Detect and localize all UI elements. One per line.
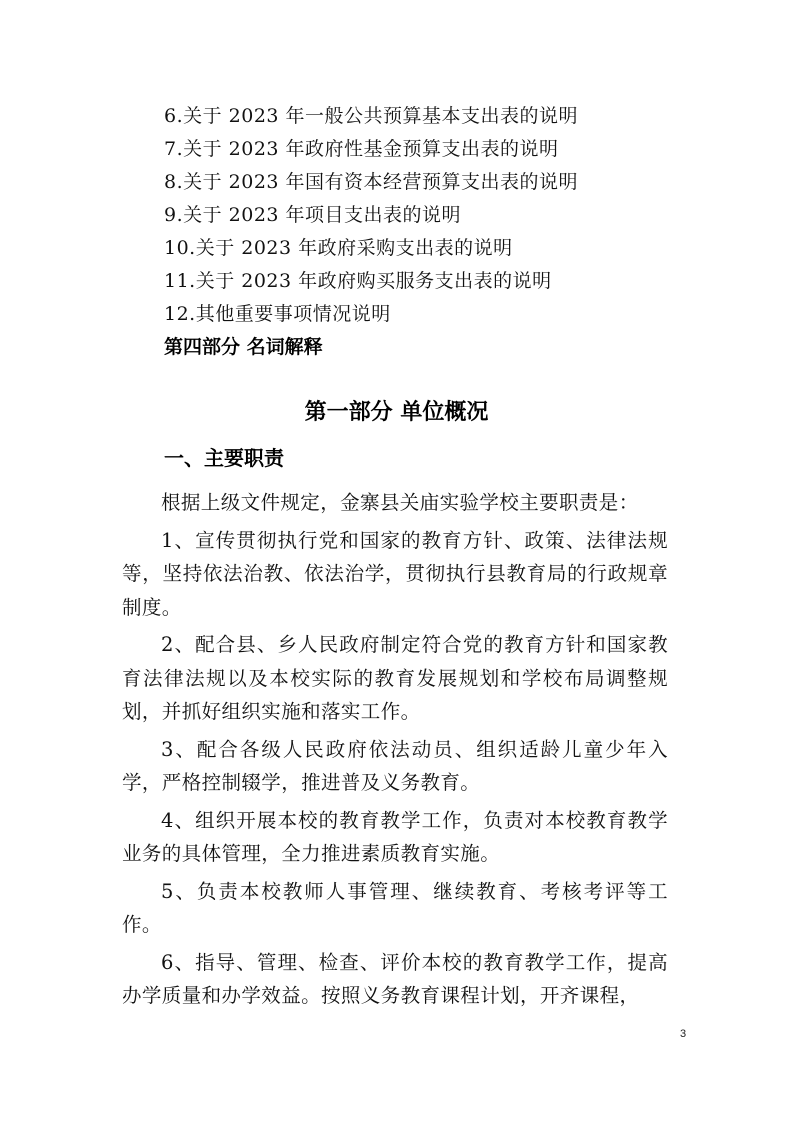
toc-item: 10.关于 2023 年政府采购支出表的说明 xyxy=(164,237,513,259)
toc-item: 8.关于 2023 年国有资本经营预算支出表的说明 xyxy=(164,171,579,193)
toc-item: 9.关于 2023 年项目支出表的说明 xyxy=(164,204,462,226)
toc-item: 6.关于 2023 年一般公共预算基本支出表的说明 xyxy=(164,105,579,127)
paragraph: 根据上级文件规定，金寨县关庙实验学校主要职责是： xyxy=(161,491,639,514)
body-text xyxy=(122,486,668,1017)
toc-item: 12.其他重要事项情况说明 xyxy=(164,303,391,325)
paragraph: 6、指导、管理、检查、评价本校的教育教学工作，提高办学质量和办学效益。按照义务教育课程计划，开齐课程， xyxy=(122,950,668,1007)
toc-item: 11.关于 2023 年政府购买服务支出表的说明 xyxy=(164,270,552,292)
section-title-main-duties: 一、主要职责 xyxy=(164,446,284,470)
paragraph: 1、宣传贯彻执行党和国家的教育方针、政策、法律法规等，坚持依法治教、依法治学，贯彻执行县教育局的行政规章制度。 xyxy=(122,528,668,619)
paragraph: 5、负责本校教师人事管理、继续教育、考核考评等工作。 xyxy=(122,879,668,936)
toc-item: 7.关于 2023 年政府性基金预算支出表的说明 xyxy=(164,138,559,160)
paragraph: 2、配合县、乡人民政府制定符合党的教育方针和国家教育法律法规以及本校实际的教育发展规划和学校布局调整规划，并抓好组织实施和落实工作。 xyxy=(122,633,668,723)
part-one-title: 第一部分 单位概况 xyxy=(304,400,489,425)
paragraph: 3、配合各级人民政府依法动员、组织适龄儿童少年入学，严格控制辍学，推进普及义务教育。 xyxy=(122,737,668,794)
page-number: 3 xyxy=(680,1028,687,1040)
table-of-contents xyxy=(164,100,684,364)
toc-part-four: 第四部分 名词解释 xyxy=(164,336,323,358)
paragraph: 4、组织开展本校的教育教学工作，负责对本校教育教学业务的具体管理，全力推进素质教育实施。 xyxy=(122,808,668,865)
